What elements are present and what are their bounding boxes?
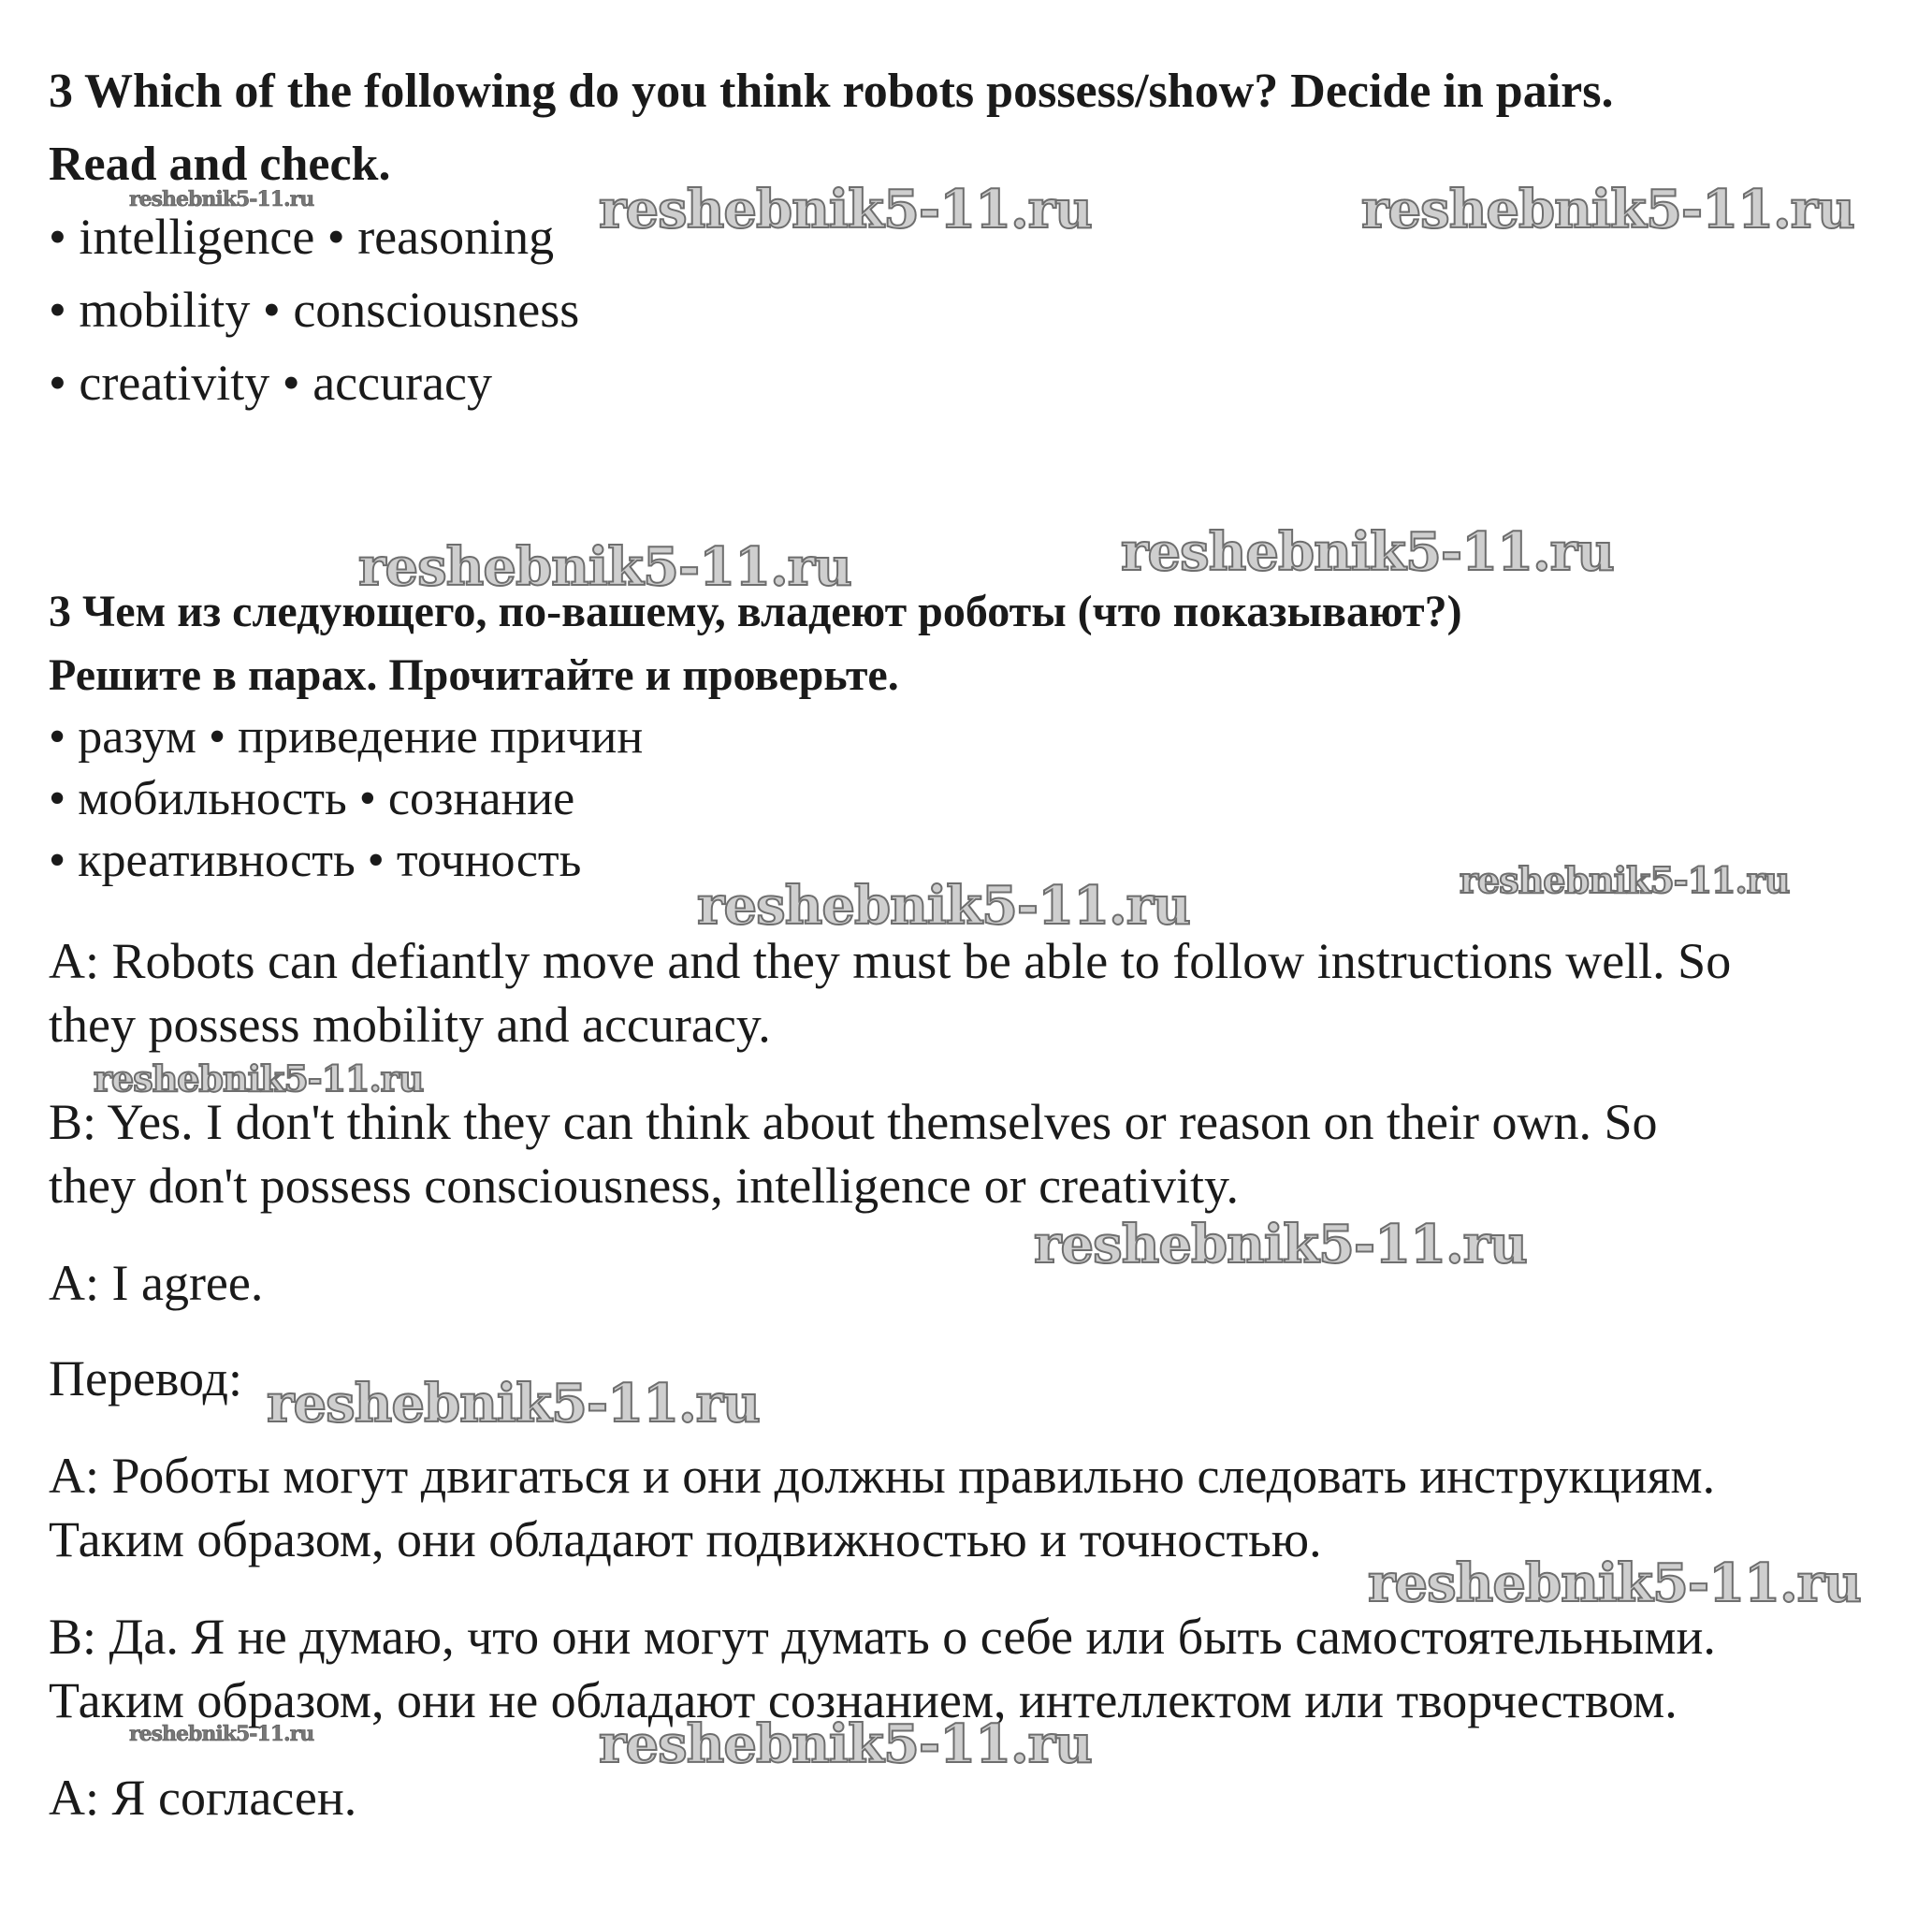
dialogue-en-line-4: they don't possess consciousness, intelligence or creativity. [49,1158,1239,1214]
watermark: reshebnik5-11.ru [267,1373,760,1435]
bullet-line-en-2: • mobility • consciousness [49,282,580,338]
dialogue-ru-line-4: Таким образом, они не обладают сознанием, интеллектом или творчеством. [49,1672,1678,1728]
watermark: reshebnik5-11.ru [1034,1214,1527,1275]
dialogue-ru-line-1: А: Роботы могут двигаться и они должны правильно следовать инструкциям. [49,1448,1716,1504]
bullet-line-en-1: • intelligence • reasoning [49,209,555,265]
watermark: reshebnik5-11.ru [599,179,1092,240]
watermark: reshebnik5-11.ru [1361,179,1854,240]
bullet-line-ru-3: • креативность • точность [49,834,582,887]
bullet-line-ru-2: • мобильность • сознание [49,772,575,825]
dialogue-en-line-2: they possess mobility and accuracy. [49,997,771,1053]
dialogue-en-line-1: A: Robots can defiantly move and they must be able to follow instructions well. So [49,933,1732,989]
exercise-heading-ru-line1: 3 Чем из следующего, по-вашему, владеют роботы (что показывают?) [49,587,1462,636]
dialogue-ru-line-3: В: Да. Я не думаю, что они могут думать о себе или быть самостоятельными. [49,1609,1716,1665]
watermark: reshebnik5-11.ru [1460,859,1790,901]
watermark: reshebnik5-11.ru [1368,1552,1861,1614]
exercise-heading-ru-line2: Решите в парах. Прочитайте и проверьте. [49,650,899,700]
watermark: reshebnik5-11.ru [1121,521,1614,583]
bullet-line-en-3: • creativity • accuracy [49,355,493,411]
translation-label: Перевод: [49,1350,242,1406]
watermark: reshebnik5-11.ru [599,1713,1092,1775]
exercise-heading-en-line1: 3 Which of the following do you think robots possess/show? Decide in pairs. [49,65,1614,118]
watermark: reshebnik5-11.ru [94,1057,424,1100]
dialogue-en-line-5: A: I agree. [49,1255,264,1311]
exercise-heading-en-line2: Read and check. [49,138,391,191]
watermark: reshebnik5-11.ru [697,875,1190,937]
watermark: reshebnik5-11.ru [129,187,314,211]
dialogue-ru-line-5: А: Я согласен. [49,1770,357,1826]
dialogue-ru-line-2: Таким образом, они обладают подвижностью и точностью. [49,1511,1322,1567]
watermark: reshebnik5-11.ru [129,1722,314,1746]
bullet-line-ru-1: • разум • приведение причин [49,710,644,764]
dialogue-en-line-3: B: Yes. I don't think they can think about themselves or reason on their own. So [49,1094,1658,1150]
watermark: reshebnik5-11.ru [358,536,851,598]
